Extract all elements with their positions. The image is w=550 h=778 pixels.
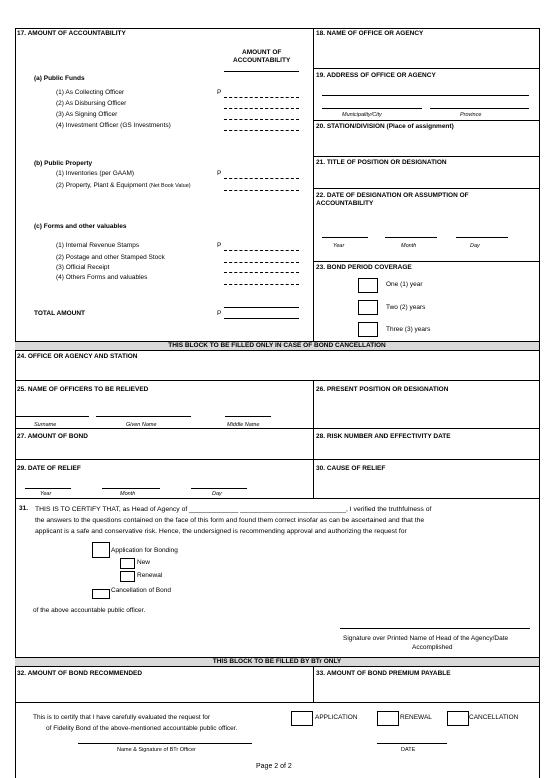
public-funds-item: (4) Investment Officer (GS Investments) xyxy=(56,122,171,129)
relief-month-input[interactable] xyxy=(102,488,160,489)
head-signature-caption: Signature over Printed Name of Head of the Agency/Date xyxy=(343,635,509,642)
field-label-18: 18. NAME OF OFFICE OR AGENCY xyxy=(316,30,424,37)
field-label-26: 26. PRESENT POSITION OR DESIGNATION xyxy=(316,386,449,393)
btr-renewal-label: RENEWAL xyxy=(400,714,432,721)
amount-header-underline xyxy=(224,71,299,72)
field-label-33: 33. AMOUNT OF BOND PREMIUM PAYABLE xyxy=(316,670,451,677)
relief-month-caption: Month xyxy=(120,491,136,497)
field-label-29: 29. DATE OF RELIEF xyxy=(17,465,81,472)
total-input[interactable] xyxy=(224,318,299,319)
btr-application-checkbox[interactable] xyxy=(291,711,313,726)
middle-name-caption: Middle Name xyxy=(227,422,260,428)
cancellation-label: Cancellation of Bond xyxy=(111,587,171,594)
public-property-item-main: (2) Property, Plant & Equipment xyxy=(56,182,148,189)
surname-caption: Surname xyxy=(34,422,57,428)
given-name-caption: Given Name xyxy=(126,422,157,428)
btr-cert-line: This is to certify that I have carefully evaluated the request for xyxy=(33,714,211,721)
field-label-31: 31. xyxy=(19,505,29,512)
new-checkbox[interactable] xyxy=(120,558,135,569)
public-property-heading: (b) Public Property xyxy=(34,160,93,167)
day-input[interactable] xyxy=(456,237,508,238)
application-bonding-checkbox[interactable] xyxy=(92,542,110,558)
divider xyxy=(313,120,539,121)
city-input[interactable] xyxy=(322,108,422,109)
amount-header: ACCOUNTABILITY xyxy=(233,57,291,64)
btr-officer-signature-caption: Name & Signature of BTr Officer xyxy=(117,747,196,753)
forms-heading: (c) Forms and other valuables xyxy=(34,223,127,230)
field-label-22: ACCOUNTABILITY xyxy=(316,200,374,207)
peso-sign: P xyxy=(217,242,222,249)
forms-item: (3) Official Receipt xyxy=(56,264,110,271)
relief-year-caption: Year xyxy=(40,491,52,497)
amount-input[interactable] xyxy=(224,262,299,263)
forms-item: (4) Others Forms and valuables xyxy=(56,274,148,281)
divider xyxy=(313,261,539,262)
peso-sign: P xyxy=(217,310,222,317)
total-label: TOTAL AMOUNT xyxy=(34,310,86,317)
new-label: New xyxy=(137,559,151,566)
divider xyxy=(15,702,539,703)
divider xyxy=(313,156,539,157)
btr-band: THIS BLOCK TO BE FILLED BY BTr ONLY xyxy=(15,657,539,667)
total-input-top[interactable] xyxy=(224,307,299,308)
divider xyxy=(15,498,539,499)
field-label-20: 20. STATION/DIVISION (Place of assignment) xyxy=(316,123,454,130)
city-caption: Municipality/City xyxy=(342,112,382,118)
address-input[interactable] xyxy=(322,95,529,96)
forms-item: (1) Internal Revenue Stamps xyxy=(56,242,140,249)
cancellation-band: THIS BLOCK TO BE FILLED ONLY IN CASE OF BOND CANCELLATION xyxy=(15,341,539,351)
divider xyxy=(313,68,539,69)
year-input[interactable] xyxy=(322,237,368,238)
two-years-checkbox[interactable] xyxy=(358,300,378,315)
btr-date-caption: DATE xyxy=(401,747,416,753)
amount-input[interactable] xyxy=(224,119,299,120)
amount-header: AMOUNT OF xyxy=(242,49,282,56)
year-caption: Year xyxy=(333,243,345,249)
certification-line: applicant is a safe and conservative risk. Hence, the undersigned is recommending approval and authorizing the request for xyxy=(35,528,407,535)
field-label-24: 24. OFFICE OR AGENCY AND STATION xyxy=(17,353,138,360)
head-signature-input[interactable] xyxy=(340,628,530,629)
field-label-22: 22. DATE OF DESIGNATION OR ASSUMPTION OF xyxy=(316,192,469,199)
divider xyxy=(15,428,539,429)
public-property-item xyxy=(56,182,191,189)
field-label-19: 19. ADDRESS OF OFFICE OR AGENCY xyxy=(316,72,436,79)
field-label-32: 32. AMOUNT OF BOND RECOMMENDED xyxy=(17,670,143,677)
btr-officer-signature-input[interactable] xyxy=(78,743,252,744)
surname-input[interactable] xyxy=(15,416,89,417)
amount-input[interactable] xyxy=(224,284,299,285)
public-property-item: (1) Inventories (per GAAM) xyxy=(56,170,135,177)
one-year-label: One (1) year xyxy=(386,281,423,288)
renewal-checkbox[interactable] xyxy=(120,571,135,582)
three-years-checkbox[interactable] xyxy=(358,322,378,337)
divider xyxy=(313,380,314,498)
divider xyxy=(313,666,314,702)
relief-day-input[interactable] xyxy=(191,488,247,489)
certification-line: THIS IS TO CERTIFY THAT, as Head of Agency of _____________ ____________________________, I verified the truthfulness of xyxy=(35,506,432,513)
divider xyxy=(313,28,314,341)
field-label-17: 17. AMOUNT OF ACCOUNTABILITY xyxy=(17,30,126,37)
head-signature-caption: Accomplished xyxy=(412,644,453,651)
amount-input[interactable] xyxy=(224,108,299,109)
given-name-input[interactable] xyxy=(96,416,191,417)
divider xyxy=(15,459,539,460)
renewal-label: Renewal xyxy=(137,572,163,579)
public-property-item-note: (Net Book Value) xyxy=(149,183,191,189)
amount-input[interactable] xyxy=(224,97,299,98)
public-funds-item: (2) As Disbursing Officer xyxy=(56,100,127,107)
field-label-21: 21. TITLE OF POSITION OR DESIGNATION xyxy=(316,159,447,166)
peso-sign: P xyxy=(217,89,222,96)
btr-renewal-checkbox[interactable] xyxy=(377,711,399,726)
relief-day-caption: Day xyxy=(212,491,222,497)
divider xyxy=(313,188,539,189)
certification-line: the answers to the questions contained on the face of this form and found them correct insofar as can be ascertained and that the xyxy=(35,517,425,524)
public-funds-heading: (a) Public Funds xyxy=(34,75,85,82)
amount-input[interactable] xyxy=(224,178,299,179)
field-label-25: 25. NAME OF OFFICERS TO BE RELIEVED xyxy=(17,386,149,393)
relief-year-input[interactable] xyxy=(25,488,71,489)
amount-input[interactable] xyxy=(224,130,299,131)
field-label-27: 27. AMOUNT OF BOND xyxy=(17,433,88,440)
btr-cancellation-label: CANCELLATION xyxy=(469,714,519,721)
month-input[interactable] xyxy=(385,237,437,238)
btr-application-label: APPLICATION xyxy=(315,714,358,721)
three-years-label: Three (3) years xyxy=(386,326,431,333)
field-label-28: 28. RISK NUMBER AND EFFECTIVITY DATE xyxy=(316,433,451,440)
field-label-23: 23. BOND PERIOD COVERAGE xyxy=(316,264,412,271)
peso-sign: P xyxy=(217,170,222,177)
amount-input[interactable] xyxy=(224,250,299,251)
province-caption: Province xyxy=(460,112,482,118)
day-caption: Day xyxy=(470,243,480,249)
cancellation-checkbox[interactable] xyxy=(92,589,110,599)
btr-date-input[interactable] xyxy=(377,743,447,744)
page-number: Page 2 of 2 xyxy=(256,763,292,770)
accountable-officer-text: of the above accountable public officer. xyxy=(33,607,146,614)
btr-cert-line: of Fidelity Bond of the above-mentioned accountable public officer. xyxy=(46,725,238,732)
btr-cancellation-checkbox[interactable] xyxy=(447,711,469,726)
amount-input[interactable] xyxy=(224,190,299,191)
two-years-label: Two (2) years xyxy=(386,304,426,311)
application-bonding-label: Application for Bonding xyxy=(111,547,178,554)
one-year-checkbox[interactable] xyxy=(358,278,378,293)
middle-name-input[interactable] xyxy=(225,416,271,417)
divider xyxy=(15,380,539,381)
public-funds-item: (3) As Signing Officer xyxy=(56,111,118,118)
forms-item: (2) Postage and other Stamped Stock xyxy=(56,254,165,261)
public-funds-item: (1) As Collecting Officer xyxy=(56,89,125,96)
field-label-30: 30. CAUSE OF RELIEF xyxy=(316,465,386,472)
amount-input[interactable] xyxy=(224,272,299,273)
month-caption: Month xyxy=(401,243,417,249)
province-input[interactable] xyxy=(430,108,529,109)
